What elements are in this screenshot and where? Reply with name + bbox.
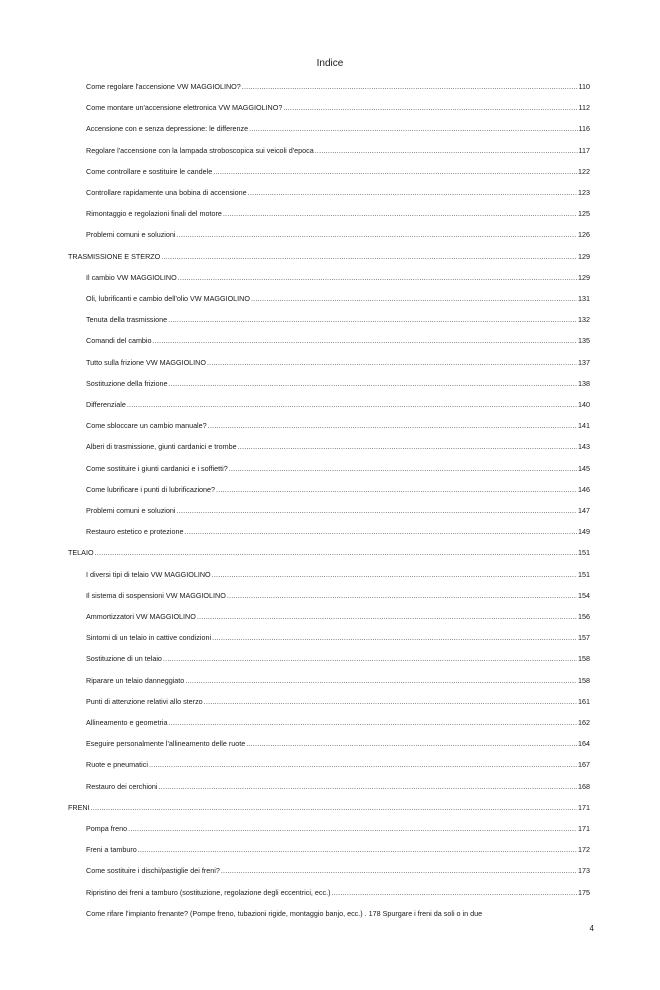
toc-entry-page: 172 [578, 845, 590, 855]
toc-entry-label: Come rifare l'impianto frenante? (Pompe freno, tubazioni rigide, montaggio banjo, ecc.) . 178 Spurgare i freni da soli o in due [86, 908, 483, 918]
dot-leader [332, 886, 578, 900]
dot-leader [177, 228, 578, 242]
toc-entry-label: Come sbloccare un cambio manuale? [86, 421, 207, 431]
toc-entry-page: 173 [578, 866, 590, 876]
toc-entry-page: 156 [578, 612, 590, 621]
toc-entry-page: 123 [578, 188, 590, 197]
toc-entry[interactable] [86, 419, 590, 433]
toc-entry-page: 161 [578, 696, 590, 706]
toc-entry-label: Come regolare l'accensione VW MAGGIOLINO? [86, 82, 241, 91]
toc-entry-page: 175 [578, 887, 590, 897]
toc-entry-page: 162 [578, 718, 590, 727]
dot-leader [227, 589, 577, 603]
toc-entry[interactable] [86, 334, 590, 348]
toc-entry-page: 143 [578, 442, 590, 452]
dot-leader [185, 674, 577, 688]
toc-entry-page: 132 [578, 315, 590, 325]
toc-entry[interactable] [86, 780, 590, 794]
toc-entry-label: Come montare un'accensione elettronica VW MAGGIOLINO? [86, 103, 283, 113]
toc-entry-label: FRENI [68, 802, 90, 812]
toc-entry-label: Allineamento e geometria [86, 718, 168, 727]
toc-entry-label: Sintomi di un telaio in cattive condizioni [86, 633, 212, 643]
toc-entry-page: 116 [578, 124, 590, 134]
toc-entry-page: 140 [578, 400, 590, 409]
toc-entry-label: TRASMISSIONE E STERZO [68, 251, 161, 261]
toc-entry-page: 135 [578, 336, 590, 346]
toc-entry-page: 112 [578, 103, 590, 113]
dot-leader [238, 440, 577, 454]
toc-entry[interactable] [86, 589, 590, 603]
toc-entry-label: Riparare un telaio danneggiato [86, 675, 185, 685]
toc-entry-page: 125 [578, 209, 590, 219]
toc-entry-label: Oli, lubrificanti e cambio dell'olio VW MAGGIOLINO [86, 294, 250, 303]
toc-entry-page: 158 [578, 654, 590, 664]
toc-entry-page: 137 [578, 357, 590, 367]
dot-leader [169, 716, 577, 730]
toc-entry-label: Differenziale [86, 400, 126, 409]
dot-leader [149, 758, 577, 772]
toc-entry-label: Punti di attenzione relativi allo sterzo [86, 696, 203, 706]
toc-entry-label: Ripristino dei freni a tamburo (sostituzione, regolazione degli eccentrici, ecc.) [86, 887, 331, 897]
dot-leader [127, 398, 577, 412]
toc-entry-page: 141 [578, 421, 590, 431]
toc-entry[interactable] [86, 652, 590, 666]
toc-entry-label: Come sostituire i dischi/pastiglie dei freni? [86, 866, 220, 876]
dot-leader [161, 250, 577, 264]
toc-entry-label: Ammortizzatori VW MAGGIOLINO [86, 612, 196, 621]
toc-entry[interactable] [86, 356, 590, 370]
toc-entry-page: 151 [578, 569, 590, 579]
toc-entry-page: 126 [578, 230, 590, 240]
toc-entry-page: 168 [578, 781, 590, 791]
toc-entry-label: Alberi di trasmissione, giunti cardanici e trombe [86, 442, 237, 452]
toc-entry[interactable] [86, 886, 590, 900]
dot-leader [159, 780, 577, 794]
dot-leader [242, 80, 578, 94]
toc-entry[interactable] [86, 610, 590, 624]
toc-entry[interactable] [86, 228, 590, 242]
toc-section-entry[interactable] [68, 250, 590, 264]
toc-entry-page: 171 [578, 802, 590, 812]
toc-entry[interactable] [86, 568, 590, 582]
toc-entry-label: TELAIO [68, 548, 94, 558]
toc-entry[interactable] [86, 695, 590, 709]
dot-leader [212, 568, 577, 582]
toc-entry[interactable] [86, 440, 590, 454]
toc-entry[interactable] [86, 122, 590, 136]
dot-leader [249, 122, 577, 136]
toc-entry[interactable] [86, 631, 590, 645]
toc-entry[interactable] [86, 292, 590, 306]
toc-entry-label: Problemi comuni e soluzioni [86, 230, 176, 240]
dot-leader [207, 356, 577, 370]
toc-entry[interactable] [86, 398, 590, 412]
page-number: 4 [589, 924, 594, 933]
toc-entry-page: 110 [578, 82, 590, 91]
toc-entry[interactable] [86, 207, 590, 221]
dot-leader [216, 483, 577, 497]
toc-entry-label: Eseguire personalmente l'allineamento delle ruote [86, 739, 246, 749]
toc-entry[interactable] [86, 737, 590, 751]
toc-entry-label: Sostituzione di un telaio [86, 654, 162, 664]
toc-entry-page: 154 [578, 590, 590, 600]
toc-entry[interactable] [86, 165, 590, 179]
toc-entry-label: Il sistema di sospensioni VW MAGGIOLINO [86, 590, 226, 600]
toc-entry-page: 131 [578, 294, 590, 303]
toc-entry[interactable] [86, 483, 590, 497]
toc-entry[interactable] [86, 80, 590, 94]
dot-leader [178, 271, 577, 285]
toc-entry-label: Come lubrificare i punti di lubrificazione? [86, 484, 216, 494]
toc-entry-page: 149 [578, 527, 590, 537]
toc-entry-label: Il cambio VW MAGGIOLINO [86, 272, 177, 282]
toc-entry-page: 129 [578, 251, 590, 261]
toc-entry[interactable] [86, 271, 590, 285]
toc-entry-page: 164 [578, 739, 590, 749]
dot-leader [212, 631, 577, 645]
dot-leader [283, 101, 577, 115]
toc-entry-page: 167 [578, 760, 590, 770]
toc-entry-page: 117 [578, 145, 590, 155]
toc-entry-page: 147 [578, 506, 590, 515]
toc-entry-page: 151 [578, 548, 590, 558]
dot-leader [153, 334, 577, 348]
toc-entry-label: Pompa freno [86, 824, 128, 833]
toc-entry-label: Tutto sulla frizione VW MAGGIOLINO [86, 357, 206, 367]
toc-entry-page: 158 [578, 675, 590, 685]
toc-entry-label: Controllare rapidamente una bobina di accensione [86, 188, 247, 197]
dot-leader [208, 419, 577, 433]
toc-entry-page: 138 [578, 378, 590, 388]
toc-entry-page: 171 [578, 824, 590, 833]
toc-entry[interactable] [86, 144, 590, 158]
toc-entry[interactable] [86, 377, 590, 391]
toc-entry[interactable] [86, 313, 590, 327]
toc-entry-label: Accensione con e senza depressione: le differenze [86, 124, 249, 134]
dot-leader [251, 292, 577, 306]
dot-leader [91, 801, 577, 815]
toc-entry[interactable] [86, 822, 590, 836]
toc-entry-label: Regolare l'accensione con la lampada stroboscopica sui veicoli d'epoca [86, 145, 314, 155]
toc-entry-label: Restauro estetico e protezione [86, 527, 184, 537]
dot-leader [138, 843, 577, 857]
toc-section-entry[interactable] [68, 546, 590, 560]
dot-leader [221, 864, 577, 878]
dot-leader [177, 504, 578, 518]
toc-entry-label: Come sostituire i giunti cardanici e i soffietti? [86, 463, 228, 473]
toc-entry-label: Tenuta della trasmissione [86, 315, 168, 325]
toc-entry-label: Comandi del cambio [86, 336, 152, 346]
dot-leader [204, 695, 577, 709]
toc-entry[interactable] [86, 462, 590, 476]
toc-entry[interactable] [86, 907, 590, 921]
toc-entry[interactable] [86, 504, 590, 518]
toc-entry[interactable] [86, 758, 590, 772]
toc-entry-label: Restauro dei cerchioni [86, 781, 158, 791]
toc-entry-label: Come controllare e sostituire le candele [86, 166, 213, 176]
toc-entry-label: Ruote e pneumatici [86, 760, 148, 770]
toc-entry[interactable] [86, 186, 590, 200]
toc-entry[interactable] [86, 674, 590, 688]
dot-leader [128, 822, 577, 836]
dot-leader [95, 546, 577, 560]
dot-leader [163, 652, 577, 666]
toc-entry-label: Rimontaggio e regolazioni finali del motore [86, 209, 222, 219]
dot-leader [197, 610, 577, 624]
toc-entry-label: Freni a tamburo [86, 845, 137, 855]
dot-leader [248, 186, 577, 200]
dot-leader [246, 737, 577, 751]
dot-leader [168, 313, 577, 327]
dot-leader [169, 377, 577, 391]
toc-entry[interactable] [86, 716, 590, 730]
toc-entry[interactable] [86, 864, 590, 878]
toc-entry[interactable] [86, 843, 590, 857]
dot-leader [185, 525, 578, 539]
toc-entry[interactable] [86, 525, 590, 539]
toc-entry-page: 129 [578, 272, 590, 282]
toc-entry-page: 146 [578, 484, 590, 494]
toc-section-entry[interactable] [68, 801, 590, 815]
dot-leader [229, 462, 577, 476]
toc-entry-label: I diversi tipi di telaio VW MAGGIOLINO [86, 569, 211, 579]
toc-entry-page: 157 [578, 633, 590, 643]
page-title: Indice [316, 58, 344, 69]
toc-entry-page: 145 [578, 463, 590, 473]
dot-leader [223, 207, 577, 221]
toc-entry-label: Sostituzione della frizione [86, 378, 168, 388]
toc-entry-label: Problemi comuni e soluzioni [86, 506, 176, 515]
toc-entry-page: 122 [578, 166, 590, 176]
dot-leader [213, 165, 577, 179]
dot-leader [315, 144, 578, 158]
toc-entry[interactable] [86, 101, 590, 115]
